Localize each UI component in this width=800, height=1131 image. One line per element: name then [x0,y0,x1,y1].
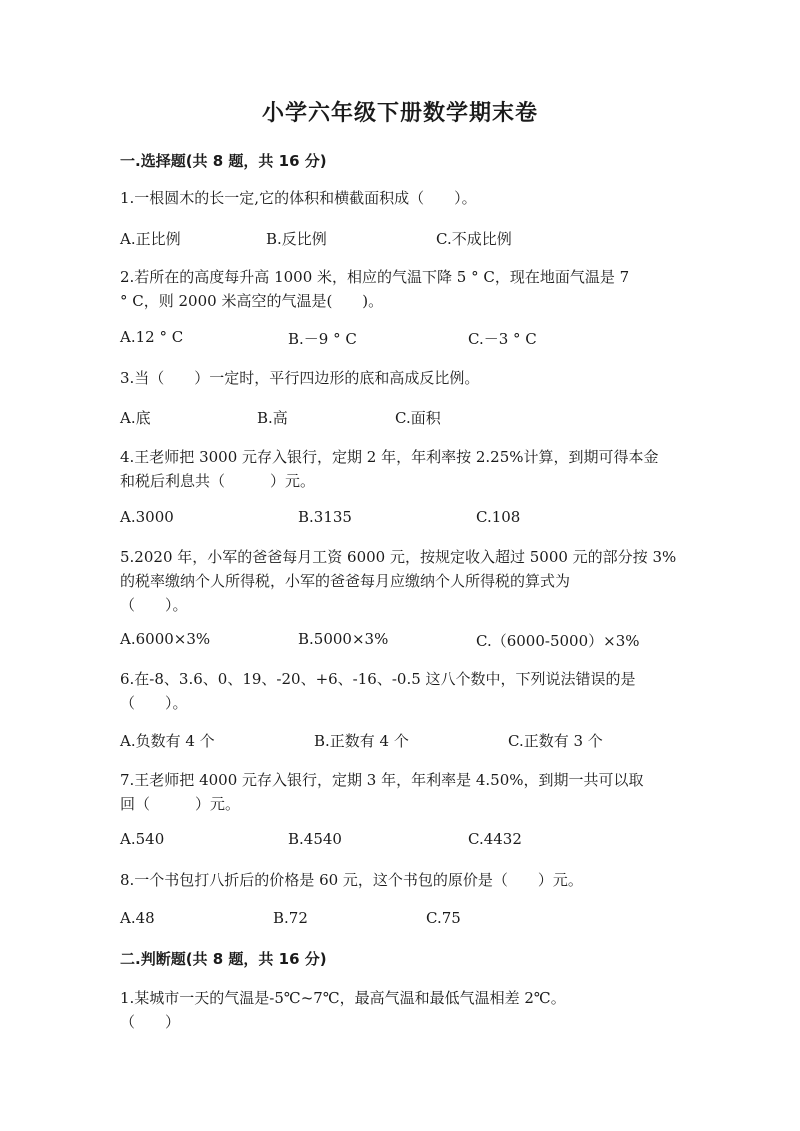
judgement-question-1 [120,986,700,1034]
option-b: B.－9 ° C [288,330,357,348]
option-b: B.高 [257,409,288,427]
question-3 [120,366,700,390]
question-text: （ ）。 [120,596,188,614]
option-c: C.108 [476,508,521,526]
question-text: 的税率缴纳个人所得税，小军的爸爸每月应缴纳个人所得税的算式为 [120,572,571,590]
question-8 [120,868,700,892]
option-b: B.4540 [288,830,342,848]
question-7 [120,768,700,816]
answer-bracket: （ ） [120,1013,181,1031]
option-a: A.12 ° C [120,328,184,346]
question-text: 3.当（ ）一定时，平行四边形的底和高成反比例。 [120,369,480,387]
option-c: C.面积 [395,409,441,427]
option-a: A.负数有 4 个 [120,732,215,750]
question-text: 1.一根圆木的长一定,它的体积和横截面积成（ ）。 [120,189,477,207]
option-c: C.（6000-5000）×3% [476,632,640,650]
option-b: B.5000×3% [298,630,389,648]
question-text: 8.一个书包打八折后的价格是 60 元，这个书包的原价是（ ）元。 [120,871,583,889]
question-2 [120,265,700,313]
section-heading-choice: 一.选择题(共 8 题，共 16 分) [120,152,327,170]
question-text: 2.若所在的高度每升高 1000 米，相应的气温下降 5 ° C，现在地面气温是 7 [120,268,630,286]
option-b: B.3135 [298,508,352,526]
section-heading-judgement: 二.判断题(共 8 题，共 16 分) [120,950,327,968]
option-a: A.540 [120,830,165,848]
question-text: 1.某城市一天的气温是-5℃~7℃，最高气温和最低气温相差 2℃。 [120,989,566,1007]
option-c: C.正数有 3 个 [508,732,603,750]
question-6 [120,667,700,715]
option-b: B.72 [273,909,308,927]
option-a: A.6000×3% [120,630,211,648]
page-title: 小学六年级下册数学期末卷 [261,100,538,126]
question-text: 回（ ）元。 [120,795,241,813]
question-text: 4.王老师把 3000 元存入银行，定期 2 年，年利率按 2.25%计算，到期可得本金 [120,448,659,466]
question-text: 6.在-8、3.6、0、19、-20、+6、-16、-0.5 这八个数中，下列说法错误的是 [120,670,636,688]
question-5 [120,545,700,617]
option-b: B.正数有 4 个 [314,732,409,750]
option-b: B.反比例 [266,230,327,248]
option-c: C.不成比例 [436,230,512,248]
question-text: 和税后利息共（ ）元。 [120,472,316,490]
option-a: A.底 [120,409,151,427]
option-a: A.3000 [120,508,174,526]
option-c: C.－3 ° C [468,330,537,348]
question-text: （ ）。 [120,694,188,712]
option-a: A.48 [120,909,155,927]
option-a: A.正比例 [120,230,181,248]
question-1 [120,186,700,210]
option-c: C.75 [426,909,461,927]
question-4 [120,445,700,493]
option-c: C.4432 [468,830,522,848]
question-text: ° C，则 2000 米高空的气温是( )。 [120,292,384,310]
question-text: 5.2020 年，小军的爸爸每月工资 6000 元，按规定收入超过 5000 元的部分按 3% [120,548,677,566]
question-text: 7.王老师把 4000 元存入银行，定期 3 年，年利率是 4.50%，到期一共可以取 [120,771,644,789]
